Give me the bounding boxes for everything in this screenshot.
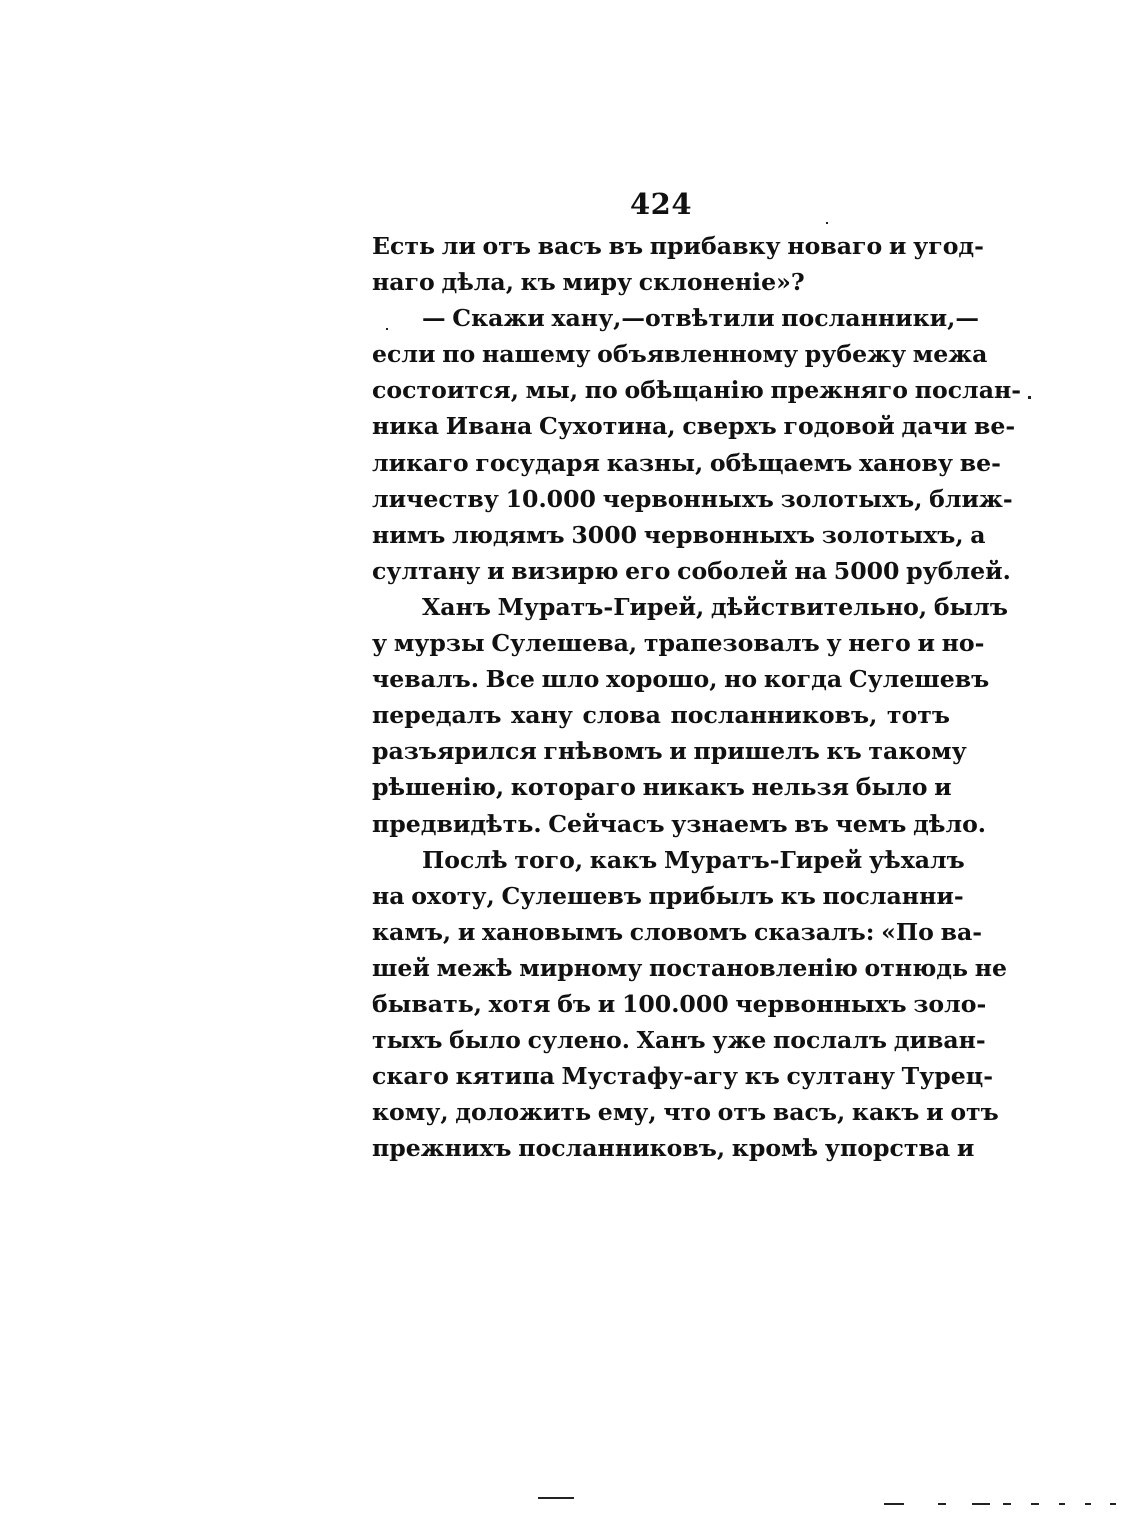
text-line: Есть ли отъ васъ въ прибавку новаго и угод- [372,232,984,260]
text-line: Послѣ того, какъ Муратъ-Гирей уѣхалъ [422,845,965,874]
text-line: скаго кятипа Мустафу-агу къ султану Турец- [372,1062,994,1091]
scan-speck [938,1503,946,1505]
text-line: у мурзы Сулешева, трапезовалъ у него и но- [372,629,985,658]
scan-speck [1003,1503,1011,1505]
text-line: наго дѣла, къ миру склоненіе»? [372,268,805,297]
text-line: на охоту, Сулешевъ прибылъ къ посланни- [372,881,964,910]
scan-speck [1031,1503,1039,1505]
text-line: — Скажи хану,—отвѣтили посланники,— [422,304,979,333]
text-line: разъярился гнѣвомъ и пришелъ къ такому [372,737,967,766]
text-line: чевалъ. Все шло хорошо, но когда Сулешевъ [372,665,990,694]
text-line: шей межѣ мирному постановленію отнюдь не [372,953,1008,982]
scan-speck [972,1503,990,1505]
text-line: прежнихъ посланниковъ, кромѣ упорства и [372,1134,975,1163]
text-line: камъ, и хановымъ словомъ сказалъ: «По ва- [372,917,983,946]
page-number: 424 [629,187,693,221]
text-line: ника Ивана Сухотина, сверхъ годовой дачи ве- [372,412,1016,441]
scan-speck [1059,1503,1065,1505]
text-line: Ханъ Муратъ-Гирей, дѣйствительно, былъ [422,592,1008,621]
text-line: тыхъ было сулено. Ханъ уже послалъ диван- [372,1026,986,1055]
text-line: султану и визирю его соболей на 5000 рублей. [372,556,1011,585]
body-text [372,228,1022,1166]
text-line: ликаго государя казны, обѣщаемъ ханову ве- [372,448,1001,477]
scan-speck [826,222,828,224]
scan-speck [1085,1503,1091,1505]
scan-speck [386,328,388,330]
scan-speck [538,1497,574,1499]
text-line: кому, доложить ему, что отъ васъ, какъ и отъ [372,1098,999,1127]
text-line: предвидѣть. Сейчасъ узнаемъ въ чемъ дѣло. [372,809,987,838]
text-line: если по нашему объявленному рубежу межа [372,340,988,369]
text-line: рѣшенію, котораго никакъ нельзя было и [372,773,952,802]
text-line: состоится, мы, по обѣщанію прежняго послан- [372,376,1022,405]
scan-speck [884,1503,904,1505]
text-line: бывать, хотя бъ и 100.000 червонныхъ золо- [372,989,987,1018]
scan-speck [1028,396,1031,399]
text-line: личеству 10.000 червонныхъ золотыхъ, ближ- [372,484,1013,513]
text-line: нимъ людямъ 3000 червонныхъ золотыхъ, а [372,520,986,549]
text-line: передалъ хану слова посланниковъ, тотъ [372,701,950,730]
scan-speck [1110,1503,1116,1505]
